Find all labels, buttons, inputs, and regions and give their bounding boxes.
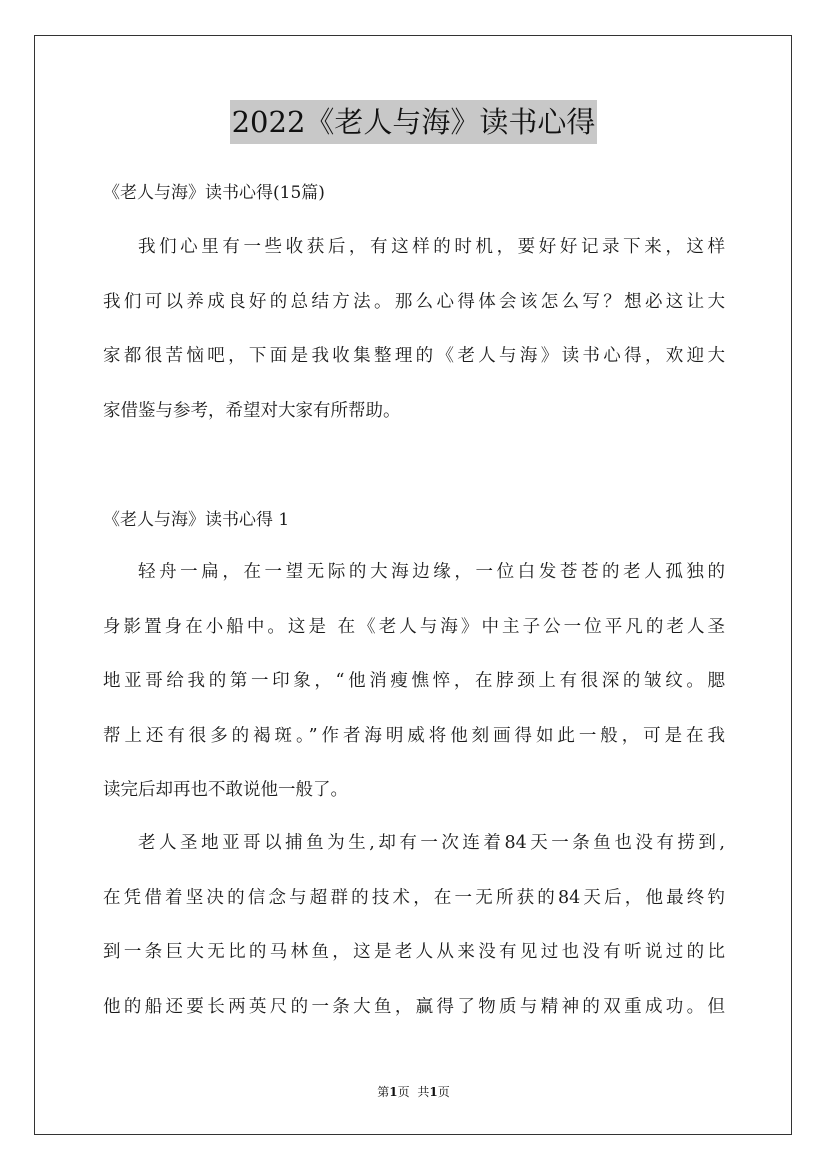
paragraph-line: 身影置身在小船中。这是 在《老人与海》中主子公一位平凡的老人圣 — [103, 616, 725, 637]
paragraph-line: 到一条巨大无比的马林鱼，这是老人从来没有见过也没有听说过的比 — [103, 942, 725, 962]
paragraph-line: 轻舟一扁，在一望无际的大海边缘，一位白发苍苍的老人孤独的 — [138, 562, 725, 582]
section-heading: 《老人与海》读书心得 1 — [103, 510, 290, 530]
paragraph-line: 地亚哥给我的第一印象，“他消瘦憔悴，在脖颈上有很深的皱纹。腮 — [103, 671, 725, 691]
document-subtitle: 《老人与海》读书心得(15篇) — [103, 183, 325, 203]
intro-line: 家借鉴与参考，希望对大家有所帮助。 — [103, 400, 401, 421]
footer-page-prefix: 第 — [377, 1085, 390, 1099]
footer-total-number: 1 — [429, 1085, 438, 1099]
intro-line: 家都很苦恼吧，下面是我收集整理的《老人与海》读书心得，欢迎大 — [103, 346, 725, 366]
paragraph-line: 读完后却再也不敢说他一般了。 — [103, 780, 348, 800]
page-footer — [0, 1083, 827, 1101]
footer-total-suffix: 页 — [437, 1085, 450, 1099]
intro-line: 我们心里有一些收获后，有这样的时机，要好好记录下来，这样 — [138, 237, 725, 257]
paragraph-1 — [103, 545, 725, 818]
paragraph-line: 在凭借着坚决的信念与超群的技术，在一无所获的84天后，他最终钓 — [103, 887, 725, 908]
document-title: 2022《老人与海》读书心得 — [230, 100, 598, 144]
paragraph-line: 帮上还有很多的褐斑。”作者海明威将他刻画得如此一般，可是在我 — [103, 725, 725, 746]
intro-line: 我们可以养成良好的总结方法。那么心得体会该怎么写？想必这让大 — [103, 291, 725, 312]
footer-page-number: 1 — [389, 1085, 398, 1099]
footer-total-prefix: 共 — [417, 1085, 430, 1099]
paragraph-line: 他的船还要长两英尺的一条大鱼，赢得了物质与精神的双重成功。但 — [103, 996, 725, 1017]
title-container — [0, 100, 827, 144]
footer-page-suffix: 页 — [397, 1085, 410, 1099]
paragraph-line: 老人圣地亚哥以捕鱼为生,却有一次连着84天一条鱼也没有捞到, — [138, 833, 725, 853]
intro-paragraph — [103, 220, 725, 438]
paragraph-2 — [103, 816, 725, 1034]
